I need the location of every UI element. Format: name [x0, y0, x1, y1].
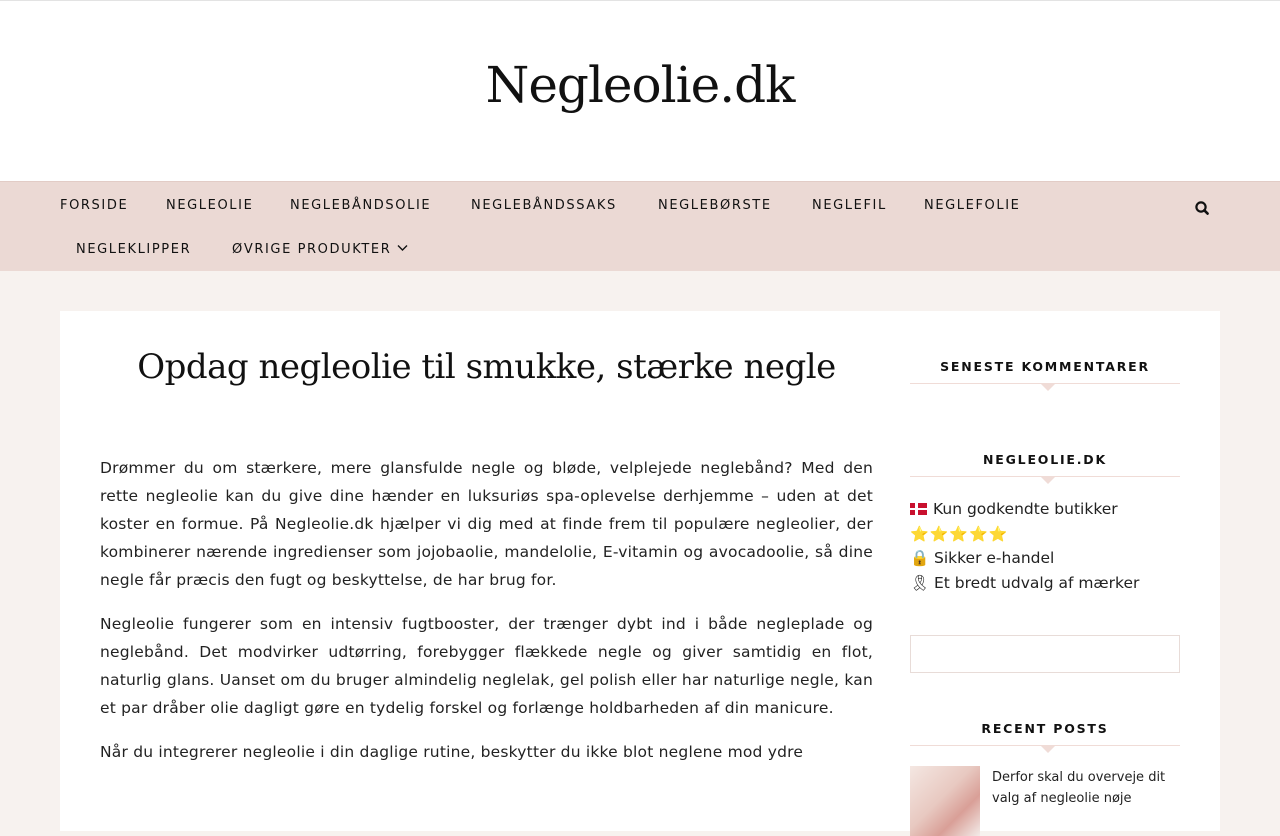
star-rating-icon: ⭐⭐⭐⭐⭐ — [910, 524, 1009, 543]
feature-text: Sikker e-handel — [934, 549, 1055, 567]
main-navigation — [0, 181, 1280, 271]
nav-row-secondary — [0, 228, 1280, 272]
feature-item — [910, 522, 1180, 547]
post-paragraph: Negleolie fungerer som en intensiv fugtbooster, der trænger dybt ind i både negleplade og neglebånd. Det modvirker udtørring, forebygger flækkede negle og giver samtidig en flot, naturlig glans. Uanset om du bruger almindelig neglelak, gel polish eller har naturlige negle, kan et par dråber olie dagligt gøre en tydelig forskel og forlænge holdbarheden af din manicure. — [100, 615, 873, 717]
chevron-down-icon — [397, 227, 408, 271]
feature-item — [910, 571, 1180, 596]
feature-list — [910, 497, 1180, 595]
nav-item-neglefil[interactable]: NEGLEFIL — [812, 198, 887, 213]
post-paragraph: Drømmer du om stærkere, mere glansfulde negle og bløde, velplejede neglebånd? Med den rette negleolie kan du give dine hænder en luksuriøs spa-oplevelse derhjemme – uden at det koster en formue. På Negleolie.dk hjælper vi dig med at finde frem til populære negleolier, der kombinerer nærende ingredienser som jojobaolie, mandelolie, E-vitamin og avocadoolie, så dine negle får præcis den fugt og beskyttelse, de har brug for. — [100, 459, 873, 589]
nav-item-more-products[interactable] — [232, 228, 408, 272]
feature-text: Et bredt udvalg af mærker — [934, 573, 1140, 592]
nav-row-primary — [0, 184, 1280, 228]
search-icon — [1188, 194, 1216, 222]
sidebar-search-input[interactable] — [910, 635, 1180, 673]
widget-caret-icon — [1041, 384, 1055, 391]
site-header — [0, 1, 1280, 181]
widget-title-comments: SENESTE KOMMENTARER — [940, 359, 1150, 374]
feature-item — [910, 497, 1180, 522]
lock-icon: 🔒 — [910, 549, 930, 567]
page-title: Opdag negleolie til smukke, stærke negle — [137, 347, 836, 387]
feature-text: Kun godkendte butikker — [933, 500, 1118, 518]
recent-post-thumbnail[interactable] — [910, 766, 980, 836]
nav-item-negleklipper[interactable]: NEGLEKLIPPER — [76, 242, 192, 257]
recent-post-link[interactable]: Derfor skal du overveje dit valg af negleolie nøje — [992, 770, 1166, 806]
danish-flag-icon — [910, 503, 927, 515]
nav-item-neglebandssaks[interactable]: NEGLEBÅNDSSAKS — [471, 198, 617, 213]
nav-item-more-label: ØVRIGE PRODUKTER — [232, 242, 392, 257]
nav-item-forside[interactable]: FORSIDE — [60, 198, 129, 213]
search-toggle-button[interactable] — [1188, 194, 1216, 222]
widget-caret-icon — [1041, 746, 1055, 753]
post-paragraph: Når du integrerer negleolie i din daglige rutine, beskytter du ikke blot neglene mod ydre — [100, 743, 804, 761]
feature-item — [910, 546, 1180, 571]
nav-item-neglefolie[interactable]: NEGLEFOLIE — [924, 198, 1021, 213]
ribbon-icon: 🎗 — [910, 573, 930, 592]
content-container — [60, 311, 1220, 831]
site-title[interactable]: Negleolie.dk — [485, 56, 795, 114]
widget-title-recent-posts: RECENT POSTS — [981, 721, 1109, 736]
nav-item-neglebandsolie[interactable]: NEGLEBÅNDSOLIE — [290, 198, 432, 213]
nav-item-negleolie[interactable]: NEGLEOLIE — [166, 198, 254, 213]
widget-caret-icon — [1041, 477, 1055, 484]
post-body — [100, 454, 873, 782]
widget-title-about: NEGLEOLIE.DK — [983, 452, 1107, 467]
nav-item-neglebørste[interactable]: NEGLEBØRSTE — [658, 198, 772, 213]
